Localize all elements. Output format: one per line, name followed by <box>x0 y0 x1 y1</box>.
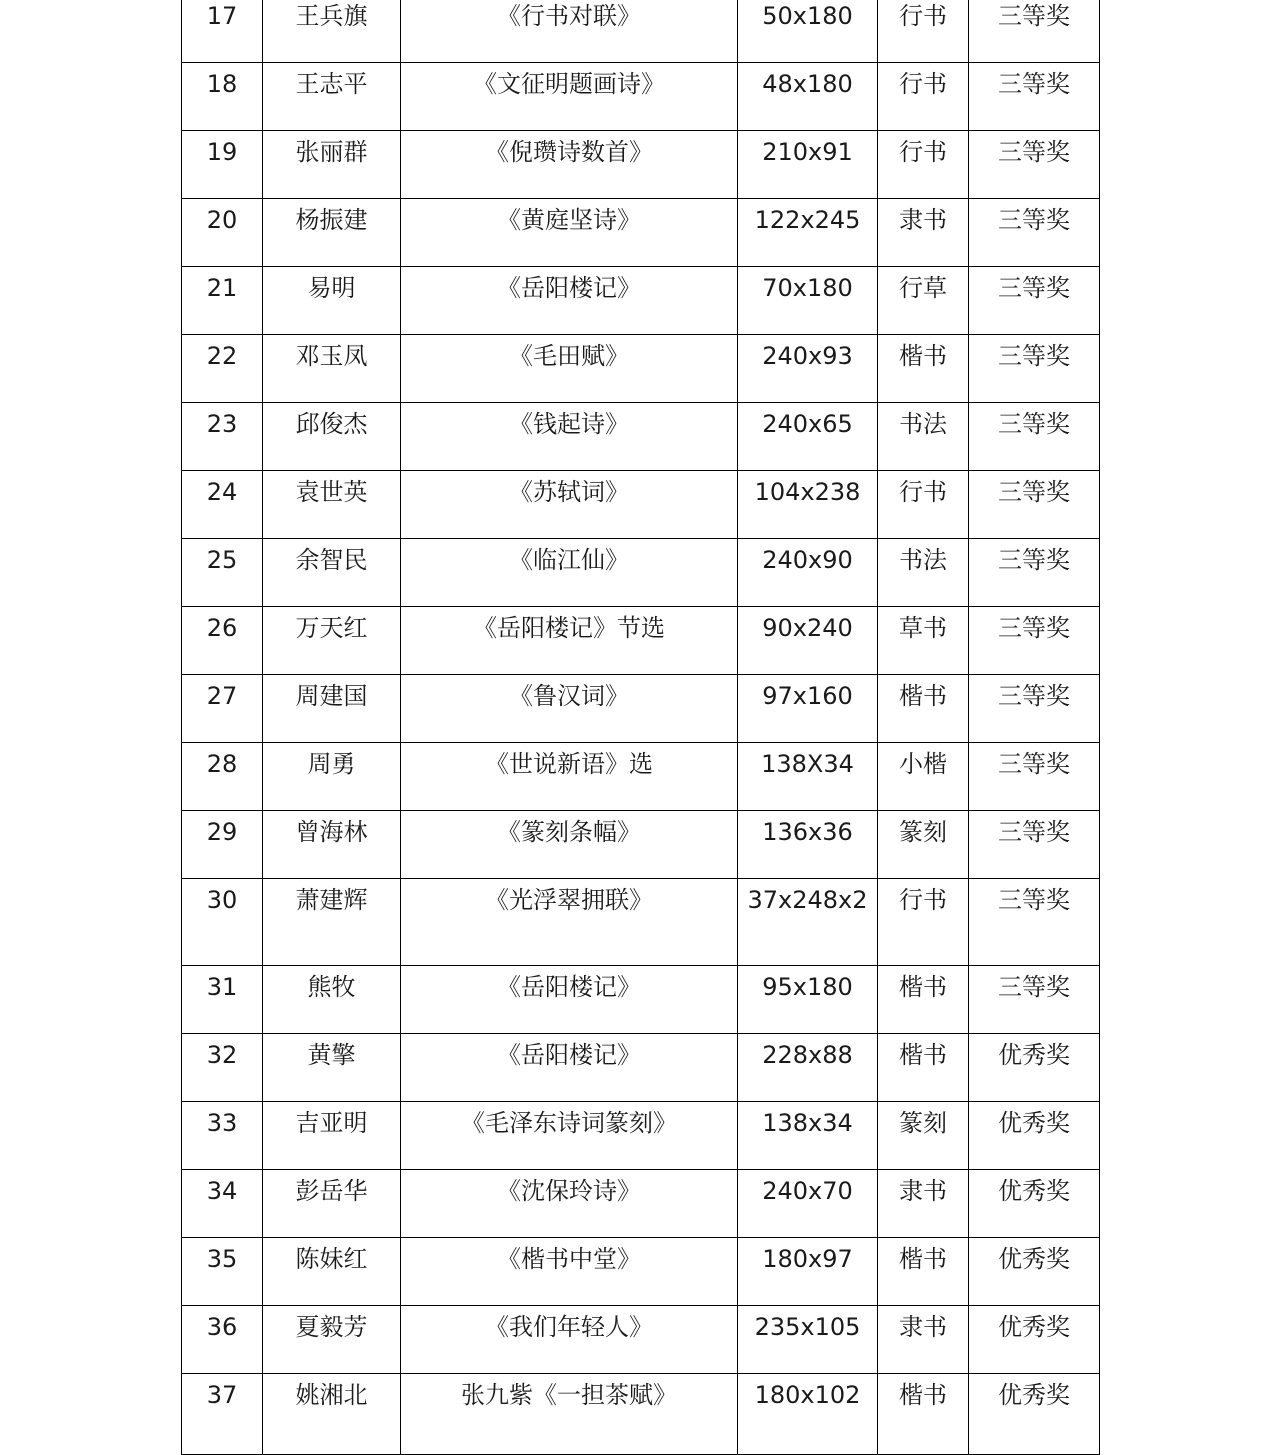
award-level-cell: 优秀奖 <box>969 1306 1100 1374</box>
author-name-cell: 夏毅芳 <box>263 1306 401 1374</box>
award-level-cell: 优秀奖 <box>969 1170 1100 1238</box>
entry-number-cell: 26 <box>182 607 263 675</box>
entry-number-cell: 36 <box>182 1306 263 1374</box>
work-title-cell: 《毛泽东诗词篆刻》 <box>401 1102 738 1170</box>
author-name-cell: 邱俊杰 <box>263 403 401 471</box>
work-title-cell: 《世说新语》选 <box>401 743 738 811</box>
award-level-cell: 优秀奖 <box>969 1374 1100 1455</box>
entry-number-cell: 20 <box>182 199 263 267</box>
work-title-cell: 《岳阳楼记》 <box>401 966 738 1034</box>
work-size-cell: 50x180 <box>738 0 878 63</box>
document-page <box>181 0 1099 1455</box>
script-style-cell: 楷书 <box>878 335 969 403</box>
entry-number-cell: 17 <box>182 0 263 63</box>
script-style-cell: 楷书 <box>878 966 969 1034</box>
work-size-cell: 138X34 <box>738 743 878 811</box>
table-row <box>182 811 1100 879</box>
table-row <box>182 471 1100 539</box>
award-level-cell: 三等奖 <box>969 267 1100 335</box>
work-title-cell: 《岳阳楼记》节选 <box>401 607 738 675</box>
script-style-cell: 草书 <box>878 607 969 675</box>
entry-number-cell: 19 <box>182 131 263 199</box>
award-table-body <box>182 0 1100 1455</box>
table-row <box>182 1374 1100 1455</box>
author-name-cell: 余智民 <box>263 539 401 607</box>
entry-number-cell: 22 <box>182 335 263 403</box>
script-style-cell: 篆刻 <box>878 1102 969 1170</box>
author-name-cell: 邓玉凤 <box>263 335 401 403</box>
work-title-cell: 《苏轼词》 <box>401 471 738 539</box>
script-style-cell: 楷书 <box>878 675 969 743</box>
author-name-cell: 易明 <box>263 267 401 335</box>
work-size-cell: 136x36 <box>738 811 878 879</box>
author-name-cell: 张丽群 <box>263 131 401 199</box>
award-level-cell: 三等奖 <box>969 335 1100 403</box>
award-level-cell: 三等奖 <box>969 811 1100 879</box>
entry-number-cell: 28 <box>182 743 263 811</box>
work-title-cell: 《文征明题画诗》 <box>401 63 738 131</box>
work-size-cell: 138x34 <box>738 1102 878 1170</box>
award-level-cell: 三等奖 <box>969 199 1100 267</box>
work-title-cell: 《岳阳楼记》 <box>401 267 738 335</box>
entry-number-cell: 30 <box>182 879 263 966</box>
award-level-cell: 三等奖 <box>969 743 1100 811</box>
entry-number-cell: 25 <box>182 539 263 607</box>
entry-number-cell: 21 <box>182 267 263 335</box>
script-style-cell: 隶书 <box>878 199 969 267</box>
award-level-cell: 三等奖 <box>969 607 1100 675</box>
author-name-cell: 杨振建 <box>263 199 401 267</box>
work-title-cell: 《岳阳楼记》 <box>401 1034 738 1102</box>
table-row <box>182 335 1100 403</box>
work-title-cell: 《钱起诗》 <box>401 403 738 471</box>
work-size-cell: 97x160 <box>738 675 878 743</box>
award-level-cell: 三等奖 <box>969 879 1100 966</box>
entry-number-cell: 18 <box>182 63 263 131</box>
work-size-cell: 70x180 <box>738 267 878 335</box>
work-size-cell: 240x90 <box>738 539 878 607</box>
work-title-cell: 《光浮翠拥联》 <box>401 879 738 966</box>
table-row <box>182 1034 1100 1102</box>
work-size-cell: 48x180 <box>738 63 878 131</box>
author-name-cell: 萧建辉 <box>263 879 401 966</box>
award-level-cell: 优秀奖 <box>969 1034 1100 1102</box>
work-title-cell: 《倪瓒诗数首》 <box>401 131 738 199</box>
entry-number-cell: 32 <box>182 1034 263 1102</box>
table-row <box>182 131 1100 199</box>
table-row <box>182 199 1100 267</box>
author-name-cell: 吉亚明 <box>263 1102 401 1170</box>
table-row <box>182 879 1100 966</box>
award-level-cell: 优秀奖 <box>969 1238 1100 1306</box>
script-style-cell: 楷书 <box>878 1374 969 1455</box>
script-style-cell: 书法 <box>878 403 969 471</box>
script-style-cell: 行草 <box>878 267 969 335</box>
script-style-cell: 行书 <box>878 0 969 63</box>
script-style-cell: 隶书 <box>878 1306 969 1374</box>
script-style-cell: 行书 <box>878 879 969 966</box>
author-name-cell: 黄擎 <box>263 1034 401 1102</box>
work-title-cell: 《毛田赋》 <box>401 335 738 403</box>
entry-number-cell: 31 <box>182 966 263 1034</box>
table-row <box>182 1102 1100 1170</box>
script-style-cell: 楷书 <box>878 1238 969 1306</box>
script-style-cell: 行书 <box>878 471 969 539</box>
author-name-cell: 陈妹红 <box>263 1238 401 1306</box>
table-row <box>182 539 1100 607</box>
author-name-cell: 姚湘北 <box>263 1374 401 1455</box>
work-title-cell: 《楷书中堂》 <box>401 1238 738 1306</box>
author-name-cell: 曾海林 <box>263 811 401 879</box>
work-size-cell: 180x97 <box>738 1238 878 1306</box>
table-row <box>182 607 1100 675</box>
table-row <box>182 63 1100 131</box>
author-name-cell: 袁世英 <box>263 471 401 539</box>
table-row <box>182 403 1100 471</box>
script-style-cell: 书法 <box>878 539 969 607</box>
author-name-cell: 王兵旗 <box>263 0 401 63</box>
award-level-cell: 三等奖 <box>969 966 1100 1034</box>
entry-number-cell: 24 <box>182 471 263 539</box>
work-size-cell: 90x240 <box>738 607 878 675</box>
table-row <box>182 0 1100 63</box>
work-size-cell: 104x238 <box>738 471 878 539</box>
author-name-cell: 熊牧 <box>263 966 401 1034</box>
award-level-cell: 三等奖 <box>969 675 1100 743</box>
entry-number-cell: 35 <box>182 1238 263 1306</box>
award-level-cell: 优秀奖 <box>969 1102 1100 1170</box>
author-name-cell: 周建国 <box>263 675 401 743</box>
work-size-cell: 122x245 <box>738 199 878 267</box>
author-name-cell: 万天红 <box>263 607 401 675</box>
author-name-cell: 彭岳华 <box>263 1170 401 1238</box>
work-size-cell: 228x88 <box>738 1034 878 1102</box>
work-size-cell: 37x248x2 <box>738 879 878 966</box>
work-title-cell: 《临江仙》 <box>401 539 738 607</box>
table-row <box>182 1170 1100 1238</box>
work-title-cell: 《沈保玲诗》 <box>401 1170 738 1238</box>
work-title-cell: 《我们年轻人》 <box>401 1306 738 1374</box>
entry-number-cell: 29 <box>182 811 263 879</box>
entry-number-cell: 34 <box>182 1170 263 1238</box>
work-title-cell: 《黄庭坚诗》 <box>401 199 738 267</box>
work-title-cell: 《鲁汉词》 <box>401 675 738 743</box>
table-row <box>182 1306 1100 1374</box>
script-style-cell: 行书 <box>878 131 969 199</box>
author-name-cell: 王志平 <box>263 63 401 131</box>
work-title-cell: 《行书对联》 <box>401 0 738 63</box>
script-style-cell: 楷书 <box>878 1034 969 1102</box>
author-name-cell: 周勇 <box>263 743 401 811</box>
script-style-cell: 小楷 <box>878 743 969 811</box>
work-size-cell: 235x105 <box>738 1306 878 1374</box>
entry-number-cell: 27 <box>182 675 263 743</box>
work-size-cell: 240x70 <box>738 1170 878 1238</box>
award-table <box>181 0 1100 1455</box>
award-level-cell: 三等奖 <box>969 403 1100 471</box>
entry-number-cell: 37 <box>182 1374 263 1455</box>
work-title-cell: 《篆刻条幅》 <box>401 811 738 879</box>
entry-number-cell: 23 <box>182 403 263 471</box>
award-level-cell: 三等奖 <box>969 539 1100 607</box>
table-row <box>182 675 1100 743</box>
award-level-cell: 三等奖 <box>969 0 1100 63</box>
work-title-cell: 张九紫《一担茶赋》 <box>401 1374 738 1455</box>
script-style-cell: 行书 <box>878 63 969 131</box>
work-size-cell: 95x180 <box>738 966 878 1034</box>
table-row <box>182 1238 1100 1306</box>
award-level-cell: 三等奖 <box>969 471 1100 539</box>
work-size-cell: 180x102 <box>738 1374 878 1455</box>
entry-number-cell: 33 <box>182 1102 263 1170</box>
work-size-cell: 240x65 <box>738 403 878 471</box>
table-row <box>182 966 1100 1034</box>
work-size-cell: 210x91 <box>738 131 878 199</box>
award-level-cell: 三等奖 <box>969 63 1100 131</box>
table-row <box>182 267 1100 335</box>
table-row <box>182 743 1100 811</box>
work-size-cell: 240x93 <box>738 335 878 403</box>
script-style-cell: 篆刻 <box>878 811 969 879</box>
script-style-cell: 隶书 <box>878 1170 969 1238</box>
award-level-cell: 三等奖 <box>969 131 1100 199</box>
